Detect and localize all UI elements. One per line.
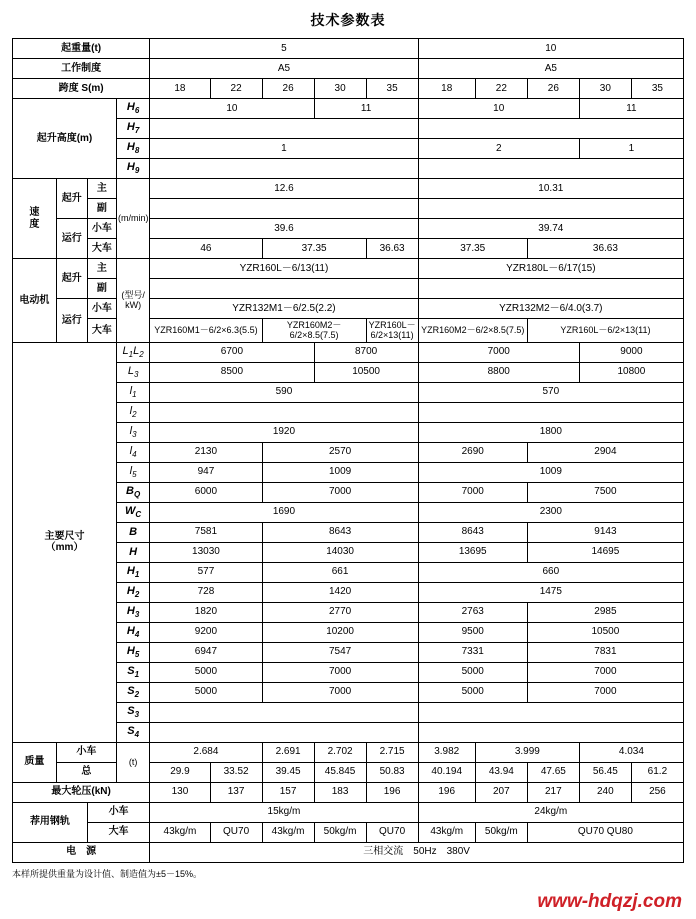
S3-v2 [418, 702, 683, 722]
symbol-H8: $H_8$ [116, 139, 149, 159]
footnote: 本样所提供重量为设计值、制造值为±5－15%。 [12, 868, 202, 879]
label-motor-trolley: 小车 [87, 299, 116, 319]
rail-crane-7: 50kg/m [475, 822, 527, 842]
symbol-S3: $S_3$ [116, 702, 149, 722]
table-row-motor-travel-trolley [13, 299, 684, 319]
table-row-motor-travel-crane [13, 319, 684, 343]
label-power: 电 源 [13, 842, 150, 862]
S1-v1: 5000 [150, 662, 262, 682]
BQ-v2: 7000 [262, 482, 418, 502]
rail-crane-3: 43kg/m [262, 822, 314, 842]
H4-v4: 10500 [527, 622, 683, 642]
table-row-H6 [13, 99, 684, 119]
speed-lift-main-2: 10.31 [418, 179, 683, 199]
capacity-5t: 5 [150, 39, 418, 59]
S4-v1 [150, 722, 418, 742]
label-speed: 速 度 [13, 179, 57, 259]
speed-lift-aux-2 [418, 199, 683, 219]
symbol-S4: $S_4$ [116, 722, 149, 742]
span-cell: 18 [150, 79, 210, 99]
H8-v2: 2 [418, 139, 579, 159]
mass-total-10: 61.2 [631, 762, 683, 782]
H3-v4: 2985 [527, 602, 683, 622]
BQ-v4: 7500 [527, 482, 683, 502]
L1L2-v4: 9000 [579, 342, 683, 362]
label-speed-lift-aux: 副 [87, 199, 116, 219]
H8-v3: 1 [579, 139, 683, 159]
motor-lift-aux-1 [150, 279, 418, 299]
B-v4: 9143 [527, 522, 683, 542]
label-motor-travel: 运行 [56, 299, 87, 343]
label-motor-lift: 起升 [56, 259, 87, 299]
span-cell: 30 [579, 79, 631, 99]
H6-v1: 10 [150, 99, 314, 119]
H3-v3: 2763 [418, 602, 527, 622]
symbol-WC: $W_C$ [116, 502, 149, 522]
H9-v2 [418, 159, 683, 179]
S3-v1 [150, 702, 418, 722]
symbol-H4: $H_4$ [116, 622, 149, 642]
table-row-mass-trolley [13, 742, 684, 762]
symbol-L1L2: $L_1L_2$ [116, 342, 149, 362]
table-row-duty [13, 59, 684, 79]
H5-v2: 7547 [262, 642, 418, 662]
H4-v1: 9200 [150, 622, 262, 642]
H4-v2: 10200 [262, 622, 418, 642]
span-cell: 35 [366, 79, 418, 99]
l5-v2: 1009 [262, 462, 418, 482]
H7-v2 [418, 119, 683, 139]
wheel-load-1: 130 [150, 782, 210, 802]
H5-v1: 6947 [150, 642, 262, 662]
BQ-v3: 7000 [418, 482, 527, 502]
label-span: 跨度 S(m) [13, 79, 150, 99]
rail-crane-5: QU70 [366, 822, 418, 842]
mass-total-3: 39.45 [262, 762, 314, 782]
label-mass: 质量 [13, 742, 57, 782]
table-row-motor-lift-aux [13, 279, 684, 299]
WC-v2: 2300 [418, 502, 683, 522]
speed-crane-1: 46 [150, 239, 262, 259]
mass-trolley-4: 2.715 [366, 742, 418, 762]
label-max-wheel-load: 最大轮压(kN) [13, 782, 150, 802]
motor-lift-main-1: YZR160L－6/13(11) [150, 259, 418, 279]
mass-trolley-6: 3.999 [475, 742, 579, 762]
H6-v2: 11 [314, 99, 418, 119]
rail-trolley-2: 24kg/m [418, 802, 683, 822]
label-rail: 荐用钢轨 [13, 802, 88, 842]
label-speed-trolley: 小车 [87, 219, 116, 239]
H6-v3: 10 [418, 99, 579, 119]
L3-v4: 10800 [579, 362, 683, 382]
duty-2: A5 [418, 59, 683, 79]
H2-v2: 1420 [262, 582, 418, 602]
B-v1: 7581 [150, 522, 262, 542]
H-v1: 13030 [150, 542, 262, 562]
H5-v3: 7331 [418, 642, 527, 662]
L3-v3: 8800 [418, 362, 579, 382]
mass-trolley-1: 2.684 [150, 742, 262, 762]
H2-v3: 1475 [418, 582, 683, 602]
symbol-H9: $H_9$ [116, 159, 149, 179]
speed-lift-aux-1 [150, 199, 418, 219]
symbol-S1: $S_1$ [116, 662, 149, 682]
wheel-load-4: 183 [314, 782, 366, 802]
rail-crane-8: QU70 QU80 [527, 822, 683, 842]
label-lift-height: 起升高度(m) [13, 99, 117, 179]
label-mass-trolley: 小车 [56, 742, 116, 762]
l5-v3: 1009 [418, 462, 683, 482]
l3-v2: 1800 [418, 422, 683, 442]
S2-v3: 5000 [418, 682, 527, 702]
rail-crane-6: 43kg/m [418, 822, 475, 842]
symbol-H1: $H_1$ [116, 562, 149, 582]
power-value: 三相交流 50Hz 380V [150, 842, 684, 862]
label-rail-trolley: 小车 [87, 802, 149, 822]
L3-v2: 10500 [314, 362, 418, 382]
L1L2-v3: 7000 [418, 342, 579, 362]
page-title: 技术参数表 [310, 12, 386, 28]
capacity-10t: 10 [418, 39, 683, 59]
symbol-l2: $l_2$ [116, 402, 149, 422]
label-motor-lift-aux: 副 [87, 279, 116, 299]
S2-v4: 7000 [527, 682, 683, 702]
H3-v1: 1820 [150, 602, 262, 622]
speed-trolley-1: 39.6 [150, 219, 418, 239]
wheel-load-10: 256 [631, 782, 683, 802]
table-row-speed-travel-trolley [13, 219, 684, 239]
H3-v2: 2770 [262, 602, 418, 622]
symbol-B: B [116, 522, 149, 542]
H-v4: 14695 [527, 542, 683, 562]
motor-lift-main-2: YZR180L－6/17(15) [418, 259, 683, 279]
label-rail-crane: 大车 [87, 822, 149, 842]
label-duty: 工作制度 [13, 59, 150, 79]
H1-v2: 661 [262, 562, 418, 582]
motor-crane-1: YZR160M1－6/2×6.3(5.5) [150, 319, 262, 343]
l1-v2: 570 [418, 382, 683, 402]
mass-total-5: 50.83 [366, 762, 418, 782]
B-v3: 8643 [418, 522, 527, 542]
symbol-H5: $H_5$ [116, 642, 149, 662]
symbol-L3: $L_3$ [116, 362, 149, 382]
mass-total-1: 29.9 [150, 762, 210, 782]
l4-v2: 2570 [262, 442, 418, 462]
table-row-motor-lift-main [13, 259, 684, 279]
symbol-l4: $l_4$ [116, 442, 149, 462]
B-v2: 8643 [262, 522, 418, 542]
wheel-load-6: 196 [418, 782, 475, 802]
l5-v1: 947 [150, 462, 262, 482]
speed-crane-3: 36.63 [366, 239, 418, 259]
H4-v3: 9500 [418, 622, 527, 642]
symbol-H2: $H_2$ [116, 582, 149, 602]
speed-crane-4: 37.35 [418, 239, 527, 259]
WC-v1: 1690 [150, 502, 418, 522]
symbol-H6: $H_6$ [116, 99, 149, 119]
label-capacity: 起重量(t) [13, 39, 150, 59]
l4-v3: 2690 [418, 442, 527, 462]
label-speed-unit: (m/min) [116, 179, 149, 259]
table-row-speed-lift-aux [13, 199, 684, 219]
symbol-S2: $S_2$ [116, 682, 149, 702]
table-row-mass-total [13, 762, 684, 782]
table-row-wheel-load [13, 782, 684, 802]
label-motor-crane: 大车 [87, 319, 116, 343]
symbol-BQ: $B_Q$ [116, 482, 149, 502]
table-row-speed-lift-main [13, 179, 684, 199]
table-row-span [13, 79, 684, 99]
mass-trolley-5: 3.982 [418, 742, 475, 762]
H-v2: 14030 [262, 542, 418, 562]
table-row-rail-trolley [13, 802, 684, 822]
l4-v4: 2904 [527, 442, 683, 462]
wheel-load-7: 207 [475, 782, 527, 802]
mass-total-4: 45.845 [314, 762, 366, 782]
S4-v2 [418, 722, 683, 742]
rail-trolley-1: 15kg/m [150, 802, 418, 822]
wheel-load-9: 240 [579, 782, 631, 802]
L1L2-v2: 8700 [314, 342, 418, 362]
symbol-l3: $l_3$ [116, 422, 149, 442]
H5-v4: 7831 [527, 642, 683, 662]
S1-v2: 7000 [262, 662, 418, 682]
mass-total-2: 33.52 [210, 762, 262, 782]
l4-v1: 2130 [150, 442, 262, 462]
table-row-rail-crane [13, 822, 684, 842]
label-speed-travel: 运行 [56, 219, 87, 259]
motor-lift-aux-2 [418, 279, 683, 299]
L3-v1: 8500 [150, 362, 314, 382]
wheel-load-3: 157 [262, 782, 314, 802]
span-cell: 22 [475, 79, 527, 99]
l3-v1: 1920 [150, 422, 418, 442]
label-speed-crane: 大车 [87, 239, 116, 259]
H1-v1: 577 [150, 562, 262, 582]
speed-lift-main-1: 12.6 [150, 179, 418, 199]
span-cell: 35 [631, 79, 683, 99]
motor-crane-2: YZR160M2－6/2×8.5(7.5) [262, 319, 366, 343]
wheel-load-2: 137 [210, 782, 262, 802]
mass-trolley-3: 2.702 [314, 742, 366, 762]
H6-v4: 11 [579, 99, 683, 119]
motor-crane-3: YZR160L－6/2×13(11) [366, 319, 418, 343]
rail-crane-4: 50kg/m [314, 822, 366, 842]
span-cell: 18 [418, 79, 475, 99]
mass-trolley-2: 2.691 [262, 742, 314, 762]
L1L2-v1: 6700 [150, 342, 314, 362]
span-cell: 26 [527, 79, 579, 99]
H9-v1 [150, 159, 418, 179]
motor-crane-4: YZR160M2－6/2×8.5(7.5) [418, 319, 527, 343]
BQ-v1: 6000 [150, 482, 262, 502]
technical-parameters-table [12, 38, 684, 863]
label-main-dims: 主要尺寸 （mm） [13, 342, 117, 742]
S2-v1: 5000 [150, 682, 262, 702]
symbol-H7: $H_7$ [116, 119, 149, 139]
symbol-l5: $l_5$ [116, 462, 149, 482]
label-motor-lift-main: 主 [87, 259, 116, 279]
l2-v1 [150, 402, 418, 422]
span-cell: 30 [314, 79, 366, 99]
speed-trolley-2: 39.74 [418, 219, 683, 239]
motor-trolley-2: YZR132M2－6/4.0(3.7) [418, 299, 683, 319]
H1-v3: 660 [418, 562, 683, 582]
symbol-H3: $H_3$ [116, 602, 149, 622]
motor-trolley-1: YZR132M1－6/2.5(2.2) [150, 299, 418, 319]
span-cell: 26 [262, 79, 314, 99]
label-speed-lift: 起升 [56, 179, 87, 219]
wheel-load-5: 196 [366, 782, 418, 802]
label-motor-unit: (型号/ kW) [116, 259, 149, 343]
S1-v3: 5000 [418, 662, 527, 682]
H2-v1: 728 [150, 582, 262, 602]
symbol-H: H [116, 542, 149, 562]
wheel-load-8: 217 [527, 782, 579, 802]
label-speed-lift-main: 主 [87, 179, 116, 199]
S2-v2: 7000 [262, 682, 418, 702]
H8-v1: 1 [150, 139, 418, 159]
watermark: www-hdqzj.com [537, 891, 682, 912]
label-mass-unit: (t) [116, 742, 149, 782]
motor-crane-5: YZR160L－6/2×13(11) [527, 319, 683, 343]
table-row-speed-travel-crane [13, 239, 684, 259]
label-mass-total: 总 [56, 762, 116, 782]
symbol-l1: $l_1$ [116, 382, 149, 402]
table-row-power [13, 842, 684, 862]
speed-crane-5: 36.63 [527, 239, 683, 259]
H-v3: 13695 [418, 542, 527, 562]
duty-1: A5 [150, 59, 418, 79]
l1-v1: 590 [150, 382, 418, 402]
mass-total-8: 47.65 [527, 762, 579, 782]
rail-crane-1: 43kg/m [150, 822, 210, 842]
mass-total-6: 40.194 [418, 762, 475, 782]
H7-v1 [150, 119, 418, 139]
mass-trolley-7: 4.034 [579, 742, 683, 762]
table-row-L1L2 [13, 342, 684, 362]
table-row-capacity [13, 39, 684, 59]
rail-crane-2: QU70 [210, 822, 262, 842]
mass-total-7: 43.94 [475, 762, 527, 782]
S1-v4: 7000 [527, 662, 683, 682]
speed-crane-2: 37.35 [262, 239, 366, 259]
mass-total-9: 56.45 [579, 762, 631, 782]
label-motor: 电动机 [13, 259, 57, 343]
span-cell: 22 [210, 79, 262, 99]
l2-v2 [418, 402, 683, 422]
